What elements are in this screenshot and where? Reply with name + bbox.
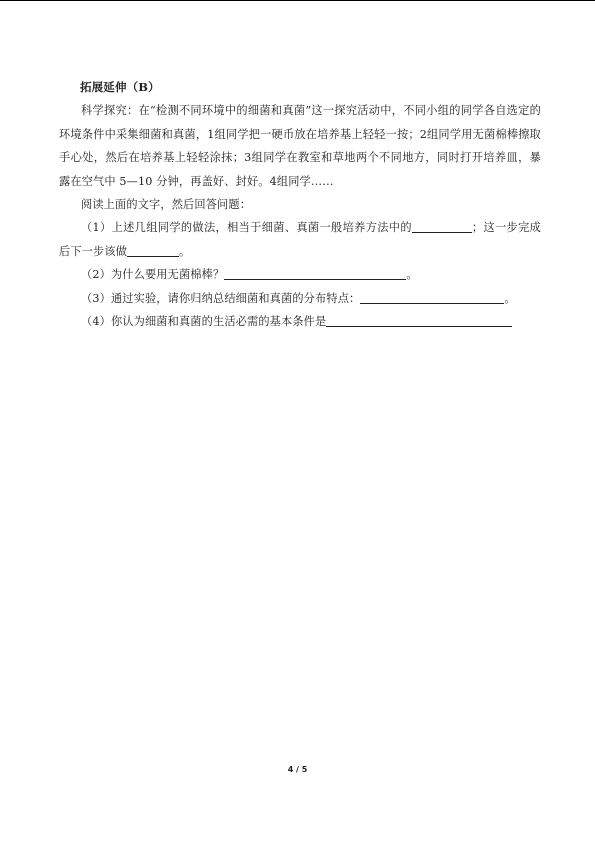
page-number: 4 / 5 [287,765,308,774]
answer-blank-2[interactable] [224,265,406,280]
question-1-continuation: ；这一步完成后下一步该做 [59,221,541,258]
document-body [59,76,541,333]
question-2 [59,263,541,286]
question-4 [59,310,541,333]
question-3-text: （3）通过实验，请你归纳总结细菌和真菌的分布特点： [81,291,361,305]
answer-blank-3[interactable] [360,289,504,304]
question-1-end: 。 [179,244,191,258]
section-title: 拓展延伸（B） [80,80,160,94]
question-3-end: 。 [504,291,516,305]
question-3 [59,287,541,310]
answer-blank-4[interactable] [326,312,512,327]
question-2-end: 。 [406,268,418,282]
question-2-text: （2）为什么要用无菌棉棒？ [81,268,225,282]
passage-paragraph: 科学探究：在“检测不同环境中的细菌和真菌”这一探究活动中，不同小组的同学各自选定的环境条件中采集细菌和真菌，1组同学把一硬币放在培养基上轻轻一按；2组同学用无菌棉棒擦取手心处，然后在培养基上轻轻涂抹；3组同学在教室和草地两个不同地方，同时打开培养皿，暴露在空气中 5—10 分钟，再盖好、封好。4组同学…… [59,104,541,188]
question-1-text: （1）上述几组同学的做法，相当于细菌、真菌一般培养方法中的 [81,221,412,235]
answer-blank-1b[interactable] [127,242,179,257]
question-1 [59,216,541,263]
question-4-text: （4）你认为细菌和真菌的生活必需的基本条件是 [81,315,327,329]
instruction-line: 阅读上面的文字，然后回答问题： [81,198,252,212]
answer-blank-1a[interactable] [412,218,472,233]
header-rule [0,0,595,1]
